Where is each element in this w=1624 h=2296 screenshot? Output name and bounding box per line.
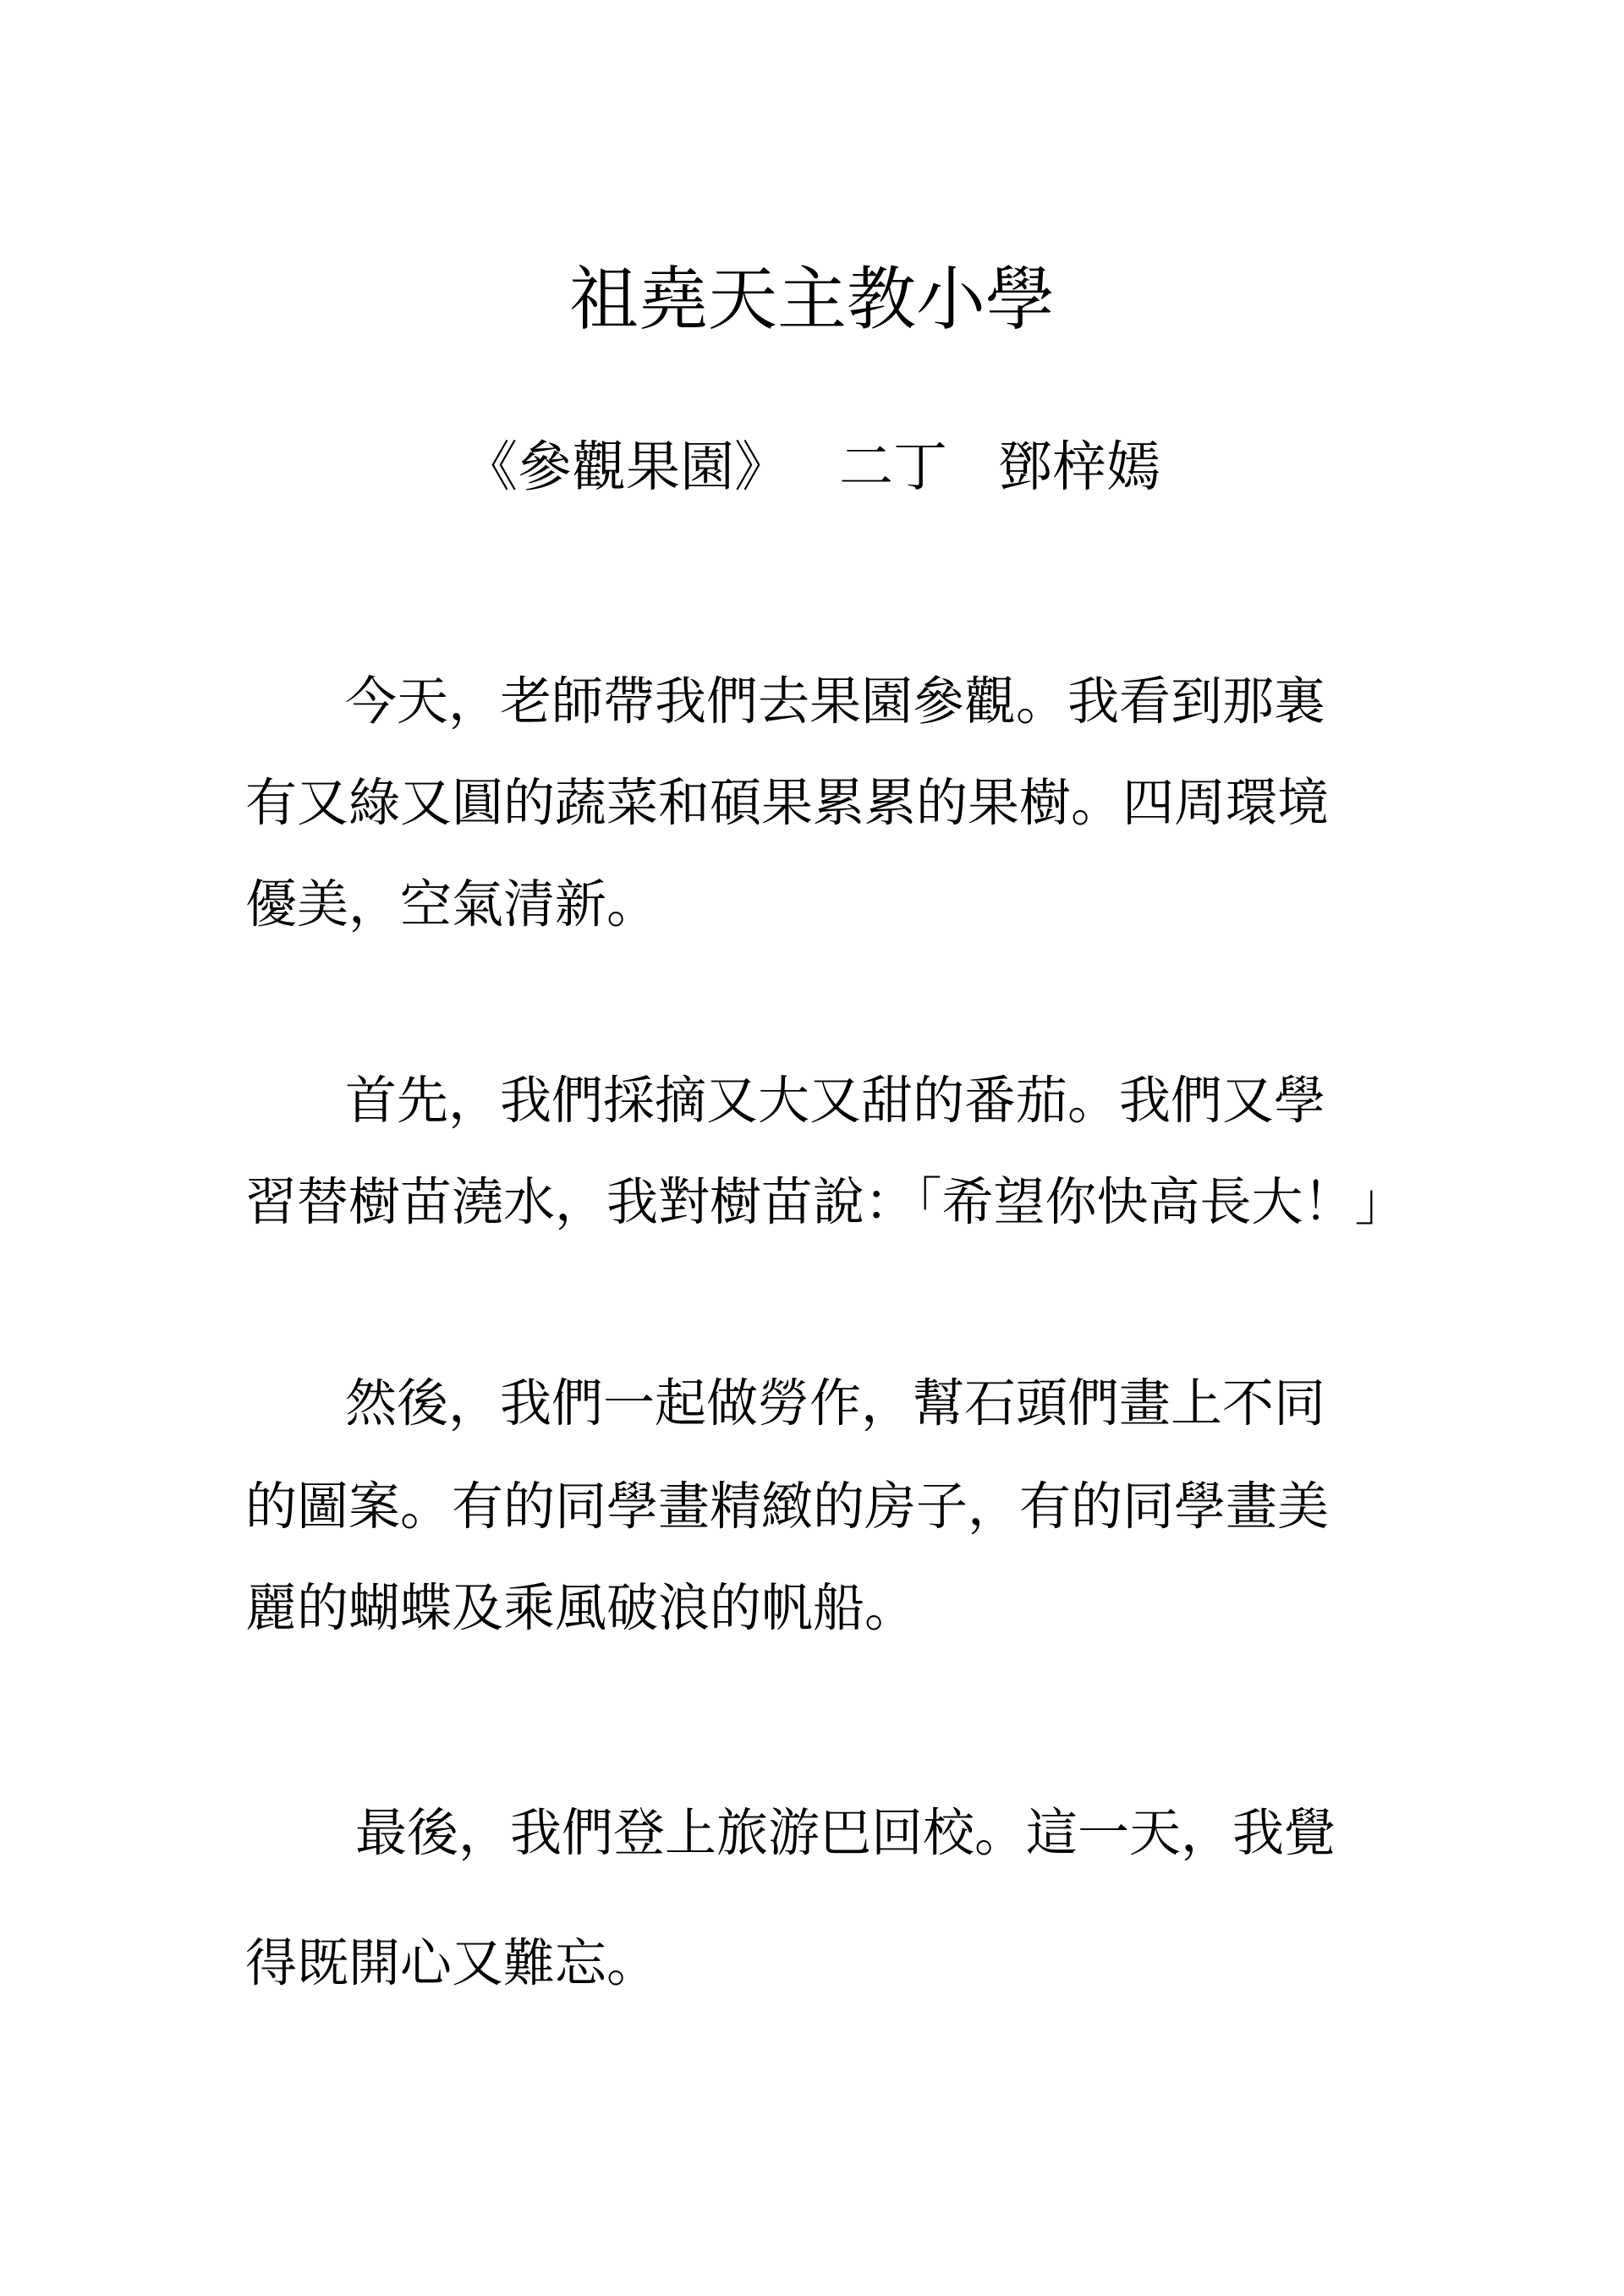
paragraph-1-line-3: 優美，空氣清新。 bbox=[245, 874, 659, 934]
paragraph-1-line-2: 有又綠又圓的蔬菜和碩果累累的果樹。四周環境 bbox=[245, 773, 1330, 833]
paragraph-2-line-1: 首先，我們採摘又大又甜的番茄。我們又學 bbox=[345, 1071, 1326, 1131]
student-name: 鄧梓嫣 bbox=[998, 436, 1160, 499]
paragraph-4-line-2: 得既開心又難忘。 bbox=[245, 1933, 659, 1993]
paragraph-3-line-3: 麗的蝴蝶及乘風破浪的帆船。 bbox=[245, 1578, 917, 1638]
essay-title: 《參觀果園》 bbox=[464, 436, 788, 499]
paragraph-1-line-1: 今天，老師帶我們去果園參觀。我看到那裏 bbox=[345, 671, 1326, 732]
paragraph-2-line-2: 習替樹苗澆水，我對樹苗說：「希望你快高長大！」 bbox=[245, 1172, 1407, 1232]
paragraph-4-line-1: 最後，我們登上旅游巴回校。這一天，我覺 bbox=[355, 1803, 1336, 1863]
class-name: 二丁 bbox=[839, 436, 947, 499]
essay-heading bbox=[0, 430, 1624, 506]
paragraph-3-line-2: 的圖案。有的同學畫精緻的房子，有的同學畫美 bbox=[245, 1477, 1330, 1537]
paragraph-3-line-1: 然後，我們一起做勞作，幫石頭們畫上不同 bbox=[345, 1373, 1326, 1433]
school-name: 祖堯天主教小學 bbox=[568, 260, 1055, 340]
